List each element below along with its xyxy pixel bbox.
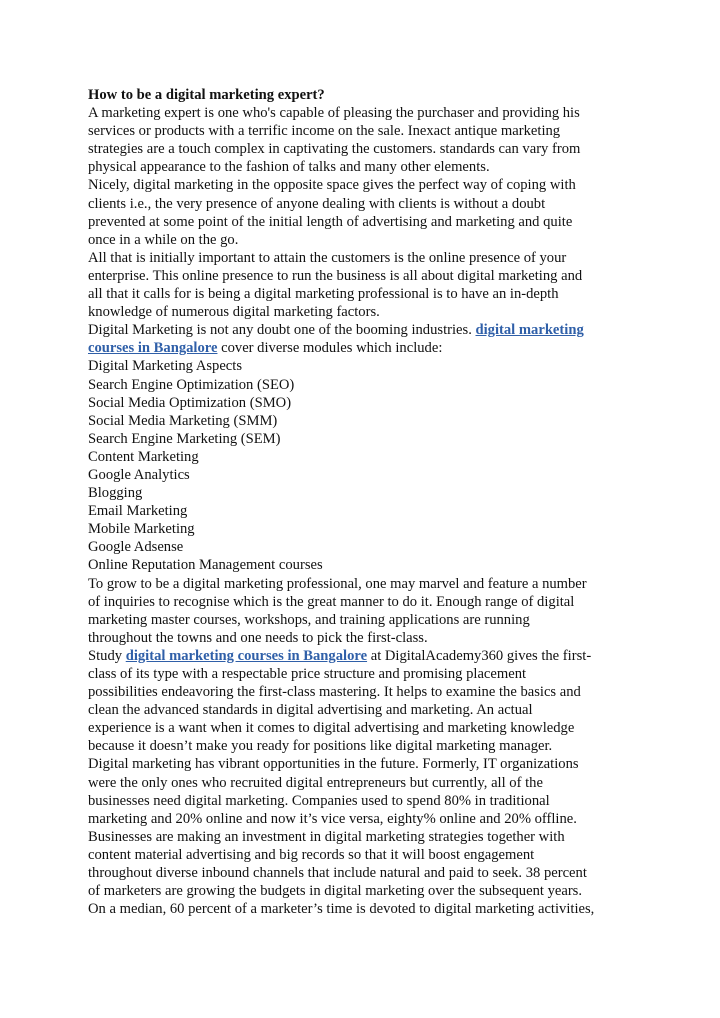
text-line [88, 828, 648, 846]
text-segment: physical appearance to the fashion of talks and many other elements. [88, 159, 490, 176]
text-line [88, 846, 648, 864]
text-line [88, 176, 648, 194]
text-line [88, 249, 648, 267]
text-line [88, 394, 648, 412]
text-segment: Digital marketing has vibrant opportunities in the future. Formerly, IT organizations [88, 756, 579, 773]
text-line [88, 719, 648, 737]
text-segment: Search Engine Optimization (SEO) [88, 376, 295, 393]
text-line [88, 556, 648, 574]
text-line [88, 665, 648, 683]
text-segment: Search Engine Marketing (SEM) [88, 430, 281, 447]
text-segment: at DigitalAcademy360 gives the first- [367, 647, 592, 664]
text-segment: Blogging [88, 485, 143, 502]
text-line [88, 213, 648, 231]
text-segment: Social Media Marketing (SMM) [88, 412, 278, 429]
text-segment: Google Adsense [88, 539, 184, 556]
text-line [88, 484, 648, 502]
text-line [88, 140, 648, 158]
text-line [88, 737, 648, 755]
text-segment: throughout the towns and one needs to pick the first-class. [88, 629, 428, 646]
text-segment: clean the advanced standards in digital advertising and marketing. An actual [88, 702, 533, 719]
text-line [88, 593, 648, 611]
text-segment: cover diverse modules which include: [217, 340, 443, 357]
text-segment: On a median, 60 percent of a marketer’s time is devoted to digital marketing activities, [88, 901, 595, 918]
text-segment: marketing and 20% online and now it’s vice versa, eighty% online and 20% offline. [88, 810, 577, 827]
text-segment: strategies are a touch complex in captivating the customers. standards can vary from [88, 141, 581, 158]
text-line [88, 466, 648, 484]
text-segment: A marketing expert is one who's capable of pleasing the purchaser and providing his [88, 105, 580, 122]
course-link[interactable]: courses in Bangalore [88, 340, 218, 357]
text-segment: throughout diverse inbound channels that include natural and paid to seek. 38 percent [88, 865, 587, 882]
text-line [88, 303, 648, 321]
text-segment: Nicely, digital marketing in the opposite space gives the perfect way of coping with [88, 177, 576, 194]
text-segment: Google Analytics [88, 466, 190, 483]
text-segment: services or products with a terrific income on the sale. Inexact antique marketing [88, 123, 561, 140]
text-line [88, 104, 648, 122]
text-line [88, 882, 648, 900]
text-line [88, 792, 648, 810]
text-line [88, 864, 648, 882]
text-line [88, 575, 648, 593]
text-line [88, 629, 648, 647]
text-line [88, 900, 648, 918]
document-body [88, 104, 648, 918]
text-segment: Social Media Optimization (SMO) [88, 394, 292, 411]
text-line [88, 538, 648, 556]
text-segment: content material advertising and big records so that it will boost engagement [88, 846, 535, 863]
text-segment: Online Reputation Management courses [88, 557, 323, 574]
text-segment: Mobile Marketing [88, 521, 195, 538]
text-line [88, 647, 648, 665]
text-segment: To grow to be a digital marketing professional, one may marvel and feature a number [88, 575, 587, 592]
text-segment: All that is initially important to attain the customers is the online presence of your [88, 249, 567, 266]
text-segment: all that it calls for is being a digital marketing professional is to have an in-depth [88, 286, 559, 303]
text-line [88, 267, 648, 285]
document-title: How to be a digital marketing expert? [88, 87, 325, 103]
text-segment: businesses need digital marketing. Companies used to spend 80% in traditional [88, 792, 550, 809]
text-segment: Study [88, 647, 126, 664]
text-line [88, 357, 648, 375]
text-line [88, 412, 648, 430]
text-segment: Digital Marketing is not any doubt one of the booming industries. [88, 322, 476, 339]
text-segment: Digital Marketing Aspects [88, 358, 243, 375]
text-segment: were the only ones who recruited digital entrepreneurs but currently, all of the [88, 774, 543, 791]
text-line [88, 683, 648, 701]
text-line [88, 701, 648, 719]
text-line [88, 376, 648, 394]
text-segment: experience is a want when it comes to digital advertising and marketing knowledge [88, 720, 575, 737]
text-segment: enterprise. This online presence to run the business is all about digital marketing and [88, 267, 583, 284]
text-line [88, 430, 648, 448]
text-line [88, 195, 648, 213]
text-segment: Businesses are making an investment in digital marketing strategies together with [88, 828, 565, 845]
text-line [88, 502, 648, 520]
text-line [88, 611, 648, 629]
course-link[interactable]: digital marketing courses in Bangalore [125, 647, 368, 664]
text-segment: prevented at some point of the initial length of advertising and marketing and quite [88, 213, 573, 230]
text-segment: marketing master courses, workshops, and training applications are running [88, 611, 530, 628]
text-segment: possibilities endeavoring the first-class mastering. It helps to examine the basics and [88, 684, 581, 701]
text-line [88, 755, 648, 773]
text-segment: knowledge of numerous digital marketing factors. [88, 304, 380, 321]
text-segment: Email Marketing [88, 503, 188, 520]
text-segment: of marketers are growing the budgets in digital marketing over the subsequent years. [88, 883, 583, 900]
document-page [88, 86, 648, 918]
text-segment: because it doesn’t make you ready for positions like digital marketing manager. [88, 738, 553, 755]
text-line [88, 158, 648, 176]
text-line [88, 339, 648, 357]
text-line [88, 520, 648, 538]
text-line [88, 321, 648, 339]
course-link[interactable]: digital marketing [475, 322, 584, 339]
text-line [88, 810, 648, 828]
text-segment: of inquiries to recognise which is the great manner to do it. Enough range of digital [88, 593, 575, 610]
text-line [88, 774, 648, 792]
text-line [88, 285, 648, 303]
text-segment: clients i.e., the very presence of anyone dealing with clients is without a doubt [88, 195, 546, 212]
text-segment: once in a while on the go. [88, 231, 239, 248]
text-segment: Content Marketing [88, 448, 199, 465]
text-segment: class of its type with a respectable price structure and promising placement [88, 666, 527, 682]
text-line [88, 122, 648, 140]
text-line [88, 231, 648, 249]
text-line [88, 448, 648, 466]
